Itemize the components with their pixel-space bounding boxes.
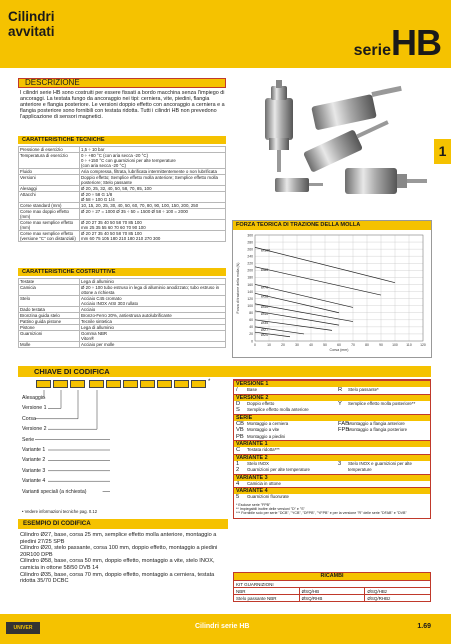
code-box [36,380,51,388]
spec-value: Bronzo-Ferro 20%, antiestrusa autolubrificante [80,313,226,319]
x-tick-label: 90 [379,343,383,347]
construction-table [18,278,226,348]
variant-group-title: VARIANTE 4 [234,487,430,494]
series-title [354,22,441,64]
spec-key: Fluido [19,169,80,175]
example-line: Cilindro Ø58, base, corsa 50 mm, doppio effetto, montaggio a vite, stelo INOX, camicia in ottone 58/50 DVB 14 [20,558,215,571]
spec-value: Lega di alluminio [80,325,226,331]
tech-row [19,175,226,186]
tech-table [18,146,226,242]
y-tick-label: 220 [247,261,253,266]
page-footer [0,614,451,644]
variant-text: Montaggio a cerniera [247,420,289,426]
x-tick-label: 10 [267,343,271,347]
leader-line [48,390,61,408]
code-label: Variante 4 [22,478,46,485]
variant-group-title: VARIANTE 2 [234,454,430,461]
x-tick-label: 60 [337,343,341,347]
title-line-1: Cilindri [8,9,55,24]
spec-key: Camicia [19,285,80,296]
variants-table [233,379,431,519]
code-box [174,380,189,388]
description-text: I cilindri serie HB sono costruiti per essere fissati a bordo macchina senza l'impiego di ancoraggi. La testata fungo da ancoraggio nei tipi: cerniera, vite, piedini, flangia anteriore e flangia posteriore. Le versioni doppio effetto con ancoraggio a cerniera e a flangia posteriore sono fornibili con testata ridotta. Tutti i cilindri HB non prevedono l'applicazione di sensori magnetici. [20,90,225,121]
code-star: * [208,379,211,385]
serie-word: serie [353,42,391,59]
construction-row [19,342,226,348]
series-line [255,267,381,295]
page-title [8,9,55,39]
spec-key: Attacchi [19,192,80,203]
construction-row [19,285,226,296]
spec-key: Pressione di esercizio [19,147,80,153]
spec-value: Acciaio per molle [80,342,226,348]
variant-row [234,387,430,394]
spec-key: Versioni [19,175,80,186]
spec-key: Stelo [19,296,80,307]
y-tick-label: 240 [247,254,253,259]
variant-code: C [236,447,241,453]
variant-text: Camicia in ottone [247,480,281,486]
y-tick-label: 100 [247,303,253,308]
y-tick-label: 260 [247,247,253,252]
series-label: Ø40 [261,311,269,316]
variant-code: 2 [236,467,240,473]
series-line [255,284,353,307]
spec-value: 10, 15, 20, 25, 30, 40, 50, 60, 70, 80, 90, 100, 150, 200, 250 [80,203,226,209]
y-tick-label: 300 [247,233,253,238]
leader-line [103,390,110,492]
variant-text: Guarnizioni fluorurate [247,494,289,499]
description-title: DESCRIZIONE [18,78,226,88]
code-box [106,380,121,388]
variant-code: / [236,387,238,393]
code-label: Variante 3 [22,467,46,474]
spec-key: Molle [19,342,80,348]
series-label: Ø58 [261,294,269,299]
spec-key: Testate [19,279,80,285]
y-tick-label: 140 [247,289,253,294]
code-box [140,380,155,388]
spare-parts-row [234,587,430,594]
variant-code: FAB [338,420,349,427]
spare-cell: NBR [234,588,300,594]
chart-plot [233,231,431,358]
code-box [53,380,68,388]
example-title: ESEMPIO DI CODIFICA [18,519,228,529]
x-tick-label: 100 [392,343,398,347]
variant-code: CB [236,420,245,427]
code-label: Versione 1 [22,405,47,412]
page-number: 1.69 [417,623,431,630]
spec-value: Tecnile sintetica [80,319,226,325]
construction-title: CARATTERISTICHE COSTRUTTIVE [18,268,226,276]
code-label: Varianti speciali (a richiesta) [22,488,87,495]
code-label: Serie [22,436,35,443]
code-label: Versione 2 [22,426,47,433]
spec-value: Acciaio [80,307,226,313]
x-tick-label: 110 [406,343,412,347]
spec-key: Alesaggi [19,186,80,192]
variant-group-title: VERSIONE 1 [234,380,430,387]
code-label: Variante 2 [22,457,46,464]
variant-code: 1 [236,460,240,467]
variant-text: Base [247,387,258,392]
y-axis-label: Forza di trazione della molla (N) [236,262,240,314]
spare-cell: ØSQ/HBz [367,589,388,594]
spare-parts-title: RICAMBI [234,573,430,580]
variant-group-title: VARIANTE 1 [234,440,430,447]
variant-group-title: SERIE [234,414,430,421]
chapter-tab[interactable]: 1 [434,139,451,164]
spec-value: Ø 20, 25, 32, 40, 50, 58, 70, 85, 100 [80,186,226,192]
variant-group-title: VARIANTE 3 [234,474,430,481]
tech-row [19,220,226,231]
spec-key: Pattino guida pistone [19,319,80,325]
y-tick-label: 200 [247,268,253,273]
tech-row [19,209,226,220]
spare-cell: ØSQ/HB [300,588,366,594]
spec-value: Acciaio C45 cromato Acciaio INOX AISI 303 rullato [80,296,226,307]
tech-row [19,231,226,242]
variant-text: Guarnizioni per alte temperature [247,467,310,472]
spare-cell: ØSQ/RHB [300,595,366,601]
x-tick-label: 70 [351,343,355,347]
x-tick-label: 80 [365,343,369,347]
variant-code: PB [236,433,244,440]
code-label: Alesaggio [22,395,45,401]
variant-text: Doppio effetto [247,400,275,406]
serie-code: HB [391,22,441,63]
spec-key: Bronzina guida stelo [19,313,80,319]
variant-text: Semplice effetto molla anteriore [247,407,309,412]
y-tick-label: 20 [249,332,253,337]
variant-row [234,434,430,441]
code-box [157,380,172,388]
code-box [70,380,85,388]
variant-row [234,407,430,414]
spec-key: Corse max semplice effetto (mm) [19,220,80,231]
series-label: Ø27 [261,327,269,332]
code-section-title: CHIAVE DI CODIFICA [18,366,431,377]
spare-parts-table [233,572,431,602]
tech-row [19,203,226,209]
cylinder-small-left [275,178,323,192]
spec-key: Corse max doppio effetto (mm) [19,209,80,220]
spec-value: Ø 20 ÷ 58 G 1/8 Ø 58 ÷ 100 G 1/4 [80,192,226,203]
example-line: Cilindro Ø35, base, corsa 70 mm, doppio effetto, montaggio a cerniera, testata ridotta 35/70 DCBC [20,571,215,585]
series-label: Ø50 [261,304,269,309]
variant-group-title: VERSIONE 2 [234,394,430,401]
y-tick-label: 40 [249,325,253,330]
spec-value: Gomma NBR Viton® [80,331,226,342]
spec-value: Aria compressa, filtrata, lubrificata intermittentemente o non lubrificata [80,169,226,175]
cylinder-vertical [265,80,293,172]
spare-parts-row [234,594,430,601]
spec-value: Doppio effetto; Semplice effetto molla anteriore; Semplice effetto molla posteriore; Stelo passante [80,175,226,186]
variant-text: Testata ridotta*** [247,447,280,452]
x-tick-label: 30 [295,343,299,347]
y-tick-label: 160 [247,282,253,287]
variant-code: 5 [236,494,240,500]
variant-text: Semplice effetto molla posteriore** [348,400,416,406]
variant-code: D [236,400,241,407]
y-tick-label: 120 [247,296,253,301]
spring-force-chart [232,220,432,358]
variant-code: R [338,387,343,393]
spec-key: Pistone [19,325,80,331]
y-tick-label: 0 [251,339,253,344]
kit-header: KIT GUARNIZIONI [236,582,274,587]
spec-value: Ø 20 27 35 40 50 58 70 85 100 mm 25 35 55 60 70 60 70 90 100 [80,220,226,231]
title-line-2: avvitati [8,24,55,39]
variant-row [234,481,430,488]
x-tick-label: 20 [281,343,285,347]
tech-row [19,153,226,169]
variant-code: FPB [338,427,350,433]
series-label: Ø85 [261,267,269,272]
variant-text: Montaggio a piedini [247,433,286,439]
spare-parts-header [234,580,430,587]
leader-line [48,390,110,481]
variant-note: ** Impiegabili inoltre delle versioni "D" e "S" [236,506,305,511]
variant-text: Montaggio a vite [247,427,280,432]
variant-text: Stelo passante* [348,387,379,392]
code-box [89,380,104,388]
x-tick-label: 0 [254,343,256,347]
variant-note: * Escluse serie "FPB" [236,502,271,507]
y-tick-label: 60 [249,318,253,323]
variant-code: 3 [338,460,342,467]
page-header [0,0,451,68]
example-text [20,532,228,585]
y-tick-label: 280 [247,240,253,245]
tech-row [19,192,226,203]
y-tick-label: 180 [247,275,253,280]
variant-text: Stelo INOX [247,460,269,466]
spec-value: Ø 20 ÷ 100 tubo estruso in lega di alluminio anodizzato; tubo estruso in ottone a richiesta [80,285,226,296]
spec-key: Dado testata [19,307,80,313]
leader-line [48,390,110,471]
spec-key: Corse standard (mm) [19,203,80,209]
x-tick-label: 40 [309,343,313,347]
spec-key: Temperatura di esercizio [19,153,80,169]
brand-logo: UNIVER [6,622,40,634]
construction-row [19,296,226,307]
variant-text: Stelo INOX e guarnizioni per alte temperature [348,460,412,472]
spec-value: Ø 20 ÷ 27 = 1000 Ø 35 ÷ 50 = 1500 Ø 58 ÷ 100 = 2000 [80,209,226,220]
variant-note: *** Fornibile solo per serie "DCB", "YCB", "DFPB", "YFPB" e per la versione "R" delle serie "DFAB" e "DVB" [236,511,407,516]
variant-code: 4 [236,480,240,487]
footer-series: Cilindri serie HB [195,623,250,630]
construction-row [19,331,226,342]
example-line: Cilindro Ø20, stelo passante, corsa 100 mm, doppio effetto, montaggio a piedini 20R100 DPB [20,545,218,558]
spare-cell: Stelo passante NBR [234,595,300,601]
variant-text: Montaggio a flangia anteriore [348,420,405,426]
code-label: Corsa [22,415,36,422]
series-label: Ø20 [261,333,269,338]
code-label: Variante 1 [22,447,46,453]
tech-title: CARATTERISTICHE TECNICHE [18,136,226,144]
spec-key: Corse max semplice effetto (versione "C" con distanziali) [19,231,80,242]
code-note: • Vedere informazioni tecniche pag. 0.12 [22,509,98,514]
variant-text: Montaggio a flangia posteriore [348,427,408,432]
cylinder-horizontal-right [345,168,427,194]
code-box [123,380,138,388]
x-tick-label: 120 [420,343,426,347]
x-axis-label: Corsa (mm) [329,348,349,352]
variant-row [234,447,430,454]
variant-code: S [236,407,240,413]
chart-title: FORZA TEORICA DI TRAZIONE DELLA MOLLA [233,221,431,230]
variant-notes [234,501,430,518]
series-label: Ø100 [261,248,271,253]
variant-row [234,467,430,474]
variant-code: Y [338,400,342,407]
x-tick-label: 50 [323,343,327,347]
spec-value: 1,5 ÷ 10 bar [80,147,226,153]
y-tick-label: 80 [249,311,253,316]
spec-key: Guarnizioni [19,331,80,342]
spec-value: Ø 20 27 35 40 50 58 70 85 100 mm 60 75 105 180 210 180 210 270 300 [80,231,226,242]
leader-line [48,390,110,450]
product-photo [235,80,430,215]
code-box [191,380,206,388]
series-label: Ø35 [261,320,269,325]
series-label: Ø70 [261,285,269,290]
variant-row [234,494,430,501]
variant-code: VB [236,427,244,433]
spare-cell: ØSQ/RHBz [367,596,391,601]
spec-value: Lega di alluminio [80,279,226,285]
example-line: Cilindro Ø27, base, corsa 25 mm, semplice effetto molla anteriore, montaggio a piedini 27/25 SPB [20,532,217,545]
leader-line [48,390,97,429]
spec-value: 0 ÷ +80 °C (con aria secca -20 °C) 0 ÷ +150 °C con guarnizioni per alte temperature (con aria secca -20 °C) [80,153,226,169]
